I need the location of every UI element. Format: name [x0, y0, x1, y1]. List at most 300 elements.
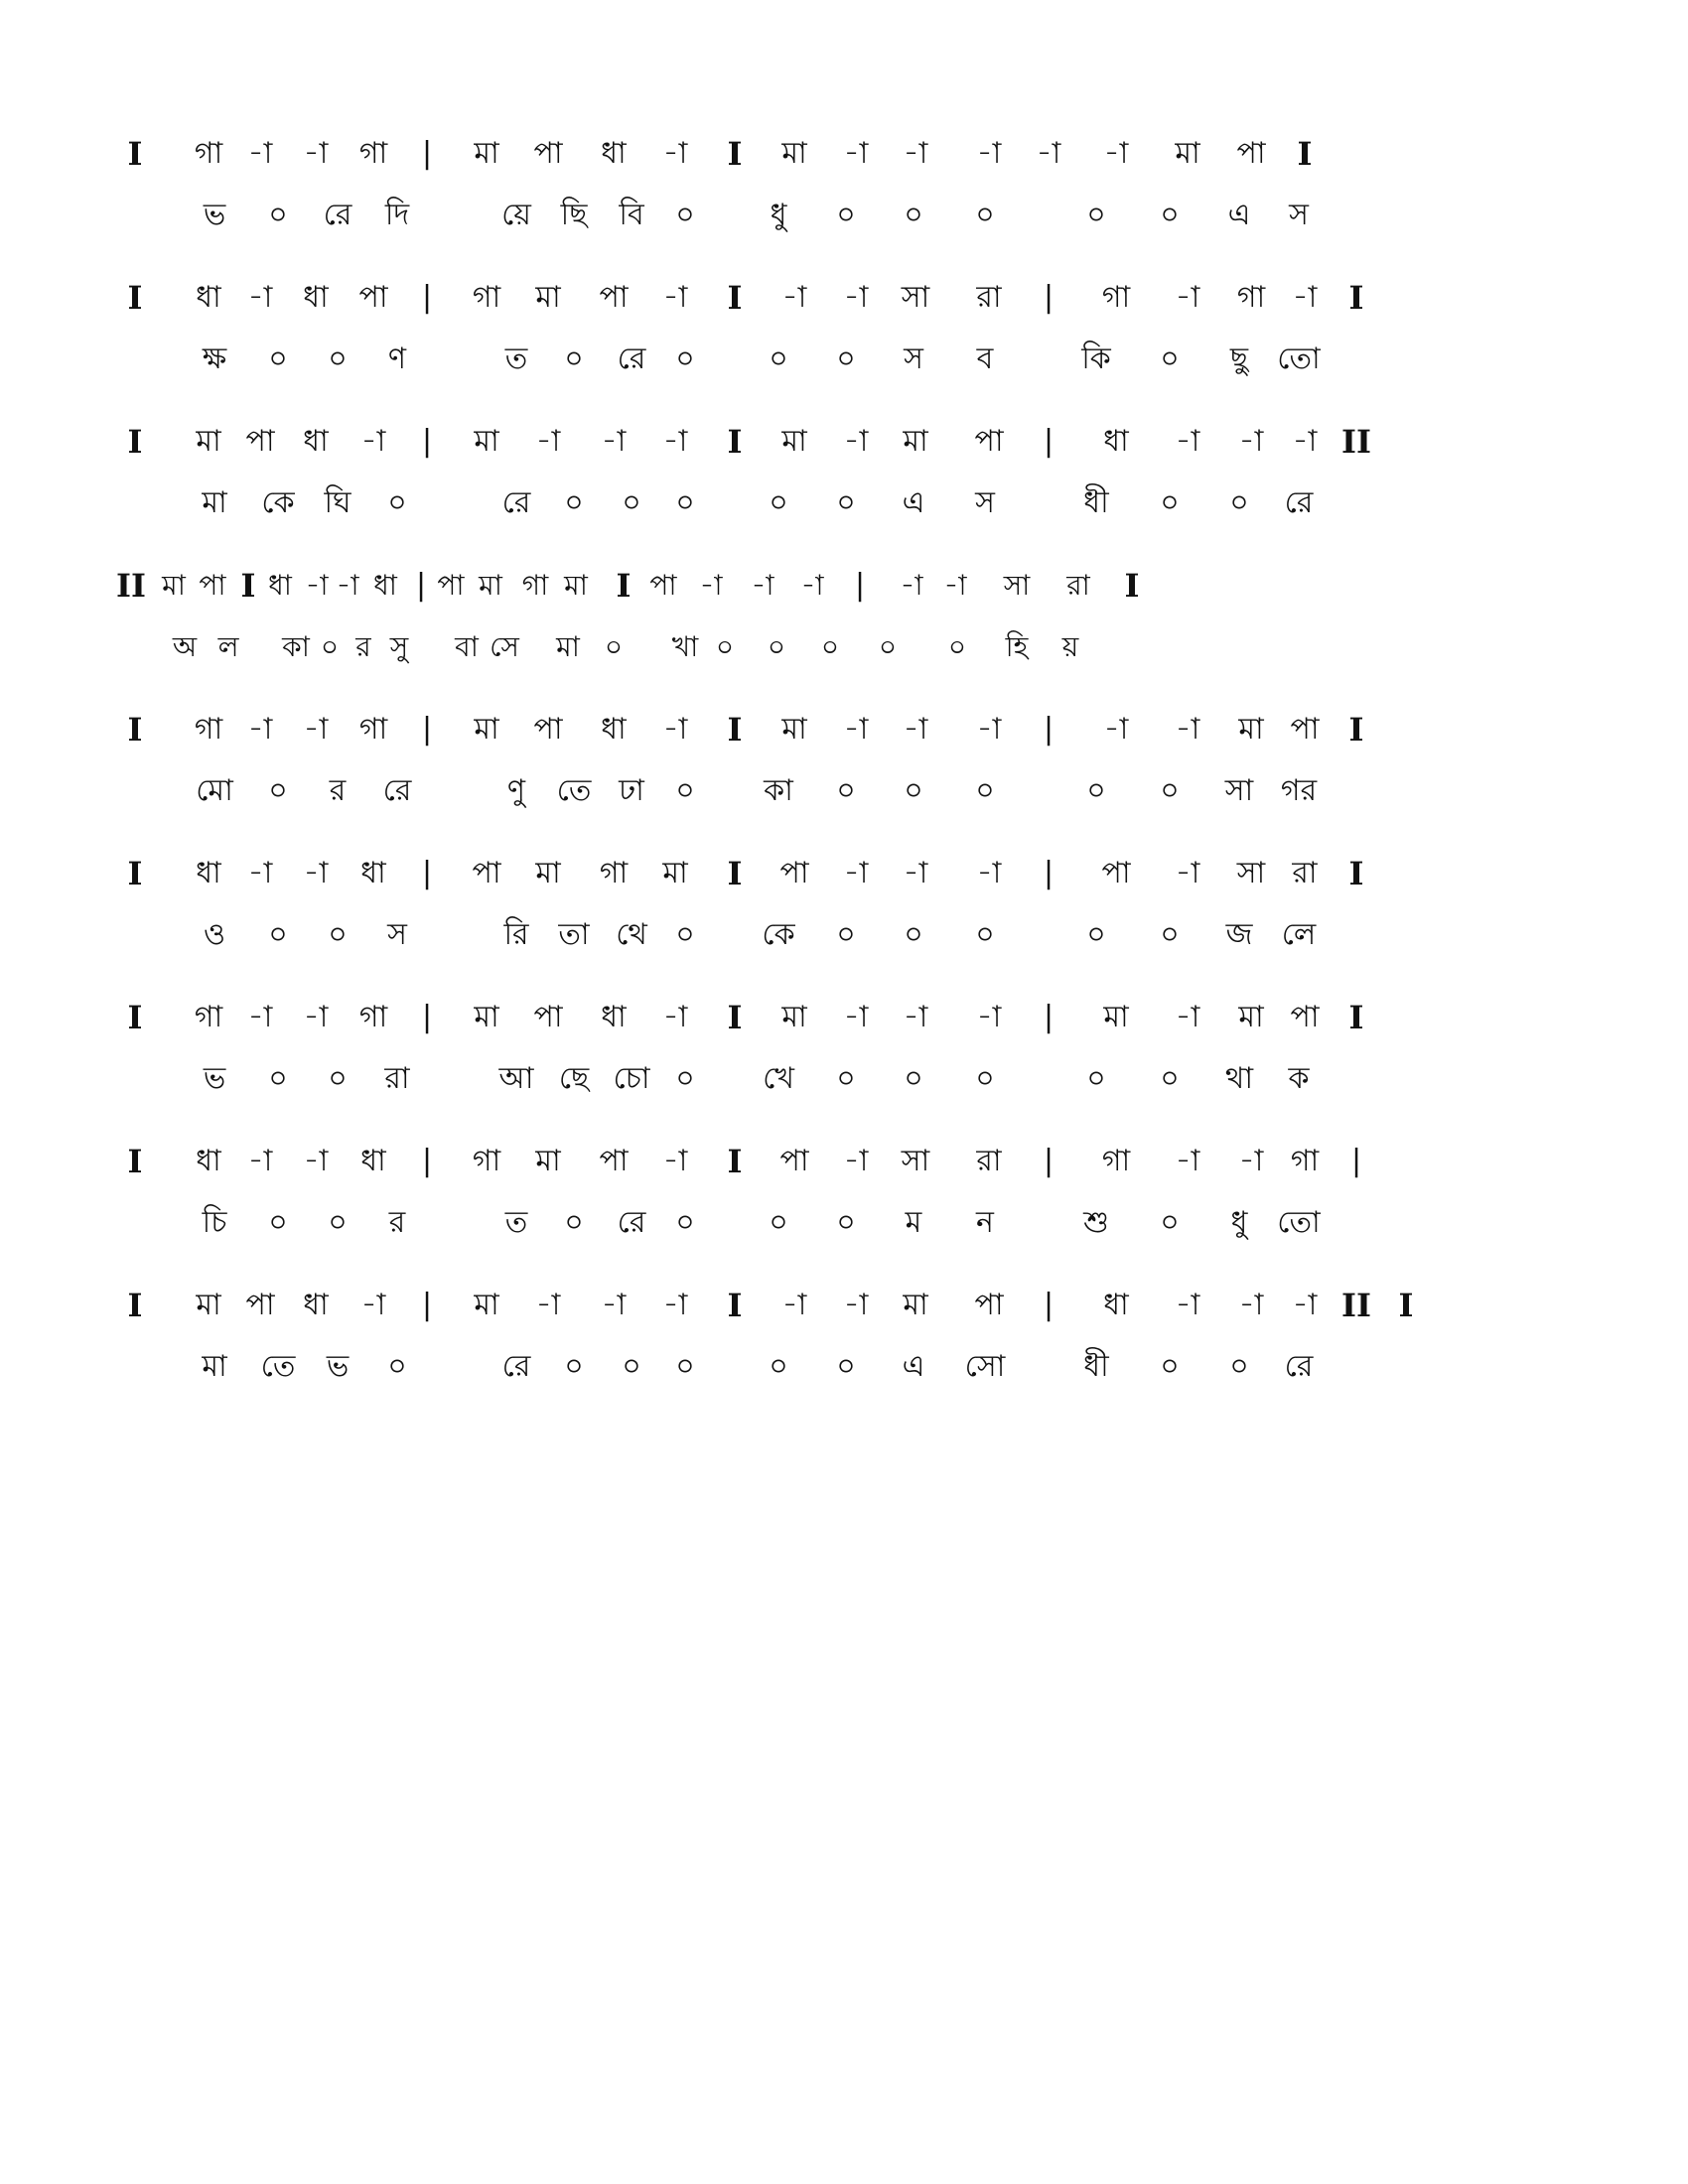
measure-bar: I: [240, 567, 256, 605]
measure-bar: I: [127, 711, 143, 749]
swara-note: -া: [903, 712, 928, 747]
swara-note: ধা: [303, 424, 329, 459]
swara-note: -া: [247, 136, 273, 171]
swara-note: ধা: [360, 1144, 386, 1178]
beat-bar: |: [1043, 856, 1055, 890]
swara-row: [0, 1281, 1688, 1330]
lyric-syllable: ০: [904, 198, 923, 232]
lyric-syllable: ছে: [558, 1061, 590, 1096]
swara-note: পা: [245, 1288, 275, 1322]
lyric-syllable: ০: [268, 341, 288, 376]
lyric-syllable: ০: [675, 1061, 695, 1096]
lyric-syllable: ০: [328, 1205, 348, 1240]
lyric-syllable: ০: [769, 485, 788, 520]
swara-note: ধা: [601, 712, 627, 747]
measure-bar: I: [127, 1143, 143, 1180]
swara-note: ধা: [1103, 1288, 1129, 1322]
lyric-syllable: ধী: [1083, 485, 1109, 520]
swara-note: -া: [976, 856, 1002, 890]
measure-bar: I: [727, 423, 743, 461]
swara-note: -া: [843, 856, 869, 890]
lyric-syllable: ভ: [203, 198, 226, 232]
swara-note: -া: [943, 569, 967, 602]
lyric-syllable: ণ: [387, 341, 407, 376]
lyric-syllable: ০: [1086, 1061, 1106, 1096]
swara-note: পা: [779, 1144, 809, 1178]
lyric-syllable: রে: [323, 198, 352, 232]
lyric-syllable: ০: [1160, 198, 1180, 232]
swara-note: -া: [247, 1144, 273, 1178]
lyrics-row: [0, 191, 1688, 240]
lyric-syllable: ০: [1160, 485, 1180, 520]
swara-note: -া: [903, 1000, 928, 1034]
measure-bar: I: [127, 1287, 143, 1324]
lyric-syllable: রে: [382, 773, 412, 808]
swara-note: ধা: [196, 1144, 221, 1178]
swara-note: পা: [1101, 856, 1131, 890]
swara-row: [0, 1137, 1688, 1186]
lyric-syllable: র: [388, 1205, 406, 1240]
swara-note: মা: [781, 136, 807, 171]
measure-bar: I: [727, 711, 743, 749]
swara-note: ধা: [268, 569, 292, 602]
swara-note: -া: [1175, 712, 1200, 747]
beat-bar: |: [421, 136, 433, 171]
swara-note: মা: [474, 712, 499, 747]
double-bar: II: [116, 567, 146, 605]
swara-note: -া: [843, 424, 869, 459]
measure-bar: I: [127, 855, 143, 892]
lyric-syllable: ধী: [1083, 1349, 1109, 1384]
swara-row: [0, 993, 1688, 1042]
swara-note: -া: [303, 712, 329, 747]
lyric-syllable: ০: [769, 1205, 788, 1240]
swara-note: -া: [601, 424, 627, 459]
notation-system: [0, 849, 1688, 978]
swara-note: মা: [1238, 1000, 1264, 1034]
swara-note: গা: [472, 280, 501, 315]
notation-system: [0, 417, 1688, 546]
lyric-syllable: লে: [1281, 917, 1317, 952]
lyric-syllable: ধু: [770, 198, 787, 232]
lyric-syllable: ০: [975, 198, 995, 232]
swara-note: -া: [903, 856, 928, 890]
swara-note: গা: [358, 712, 388, 747]
swara-note: গা: [194, 1000, 223, 1034]
lyric-syllable: ০: [1086, 773, 1106, 808]
swara-row: [0, 561, 1688, 611]
lyric-syllable: ০: [328, 917, 348, 952]
double-bar: II: [1341, 423, 1371, 461]
swara-note: -া: [1103, 136, 1129, 171]
lyric-syllable: ০: [1086, 917, 1106, 952]
beat-bar: |: [1043, 712, 1055, 747]
lyric-syllable: রে: [501, 485, 531, 520]
swara-note: মা: [781, 1000, 807, 1034]
swara-note: ধা: [373, 569, 397, 602]
lyric-syllable: ০: [328, 341, 348, 376]
lyric-syllable: ০: [268, 917, 288, 952]
swara-note: মা: [781, 424, 807, 459]
lyric-syllable: কা: [764, 773, 793, 808]
notation-system: [0, 993, 1688, 1122]
swara-note: গা: [599, 856, 629, 890]
swara-note: ধা: [601, 136, 627, 171]
swara-note: সা: [901, 1144, 930, 1178]
lyric-syllable: ভ: [326, 1349, 350, 1384]
lyric-syllable: ০: [675, 198, 695, 232]
swara-note: পা: [199, 569, 226, 602]
lyric-syllable: ০: [836, 198, 856, 232]
beat-bar: |: [1043, 280, 1055, 315]
swara-note: পা: [599, 280, 629, 315]
lyric-syllable: ক্ষ: [202, 341, 227, 376]
beat-bar: |: [421, 280, 433, 315]
swara-note: -া: [535, 1288, 561, 1322]
lyrics-row: [0, 1054, 1688, 1104]
swara-note: গা: [1290, 1144, 1320, 1178]
measure-bar: I: [1348, 279, 1364, 317]
beat-bar: |: [421, 712, 433, 747]
swara-note: ধা: [303, 1288, 329, 1322]
swara-note: -া: [305, 569, 329, 602]
swara-note: -া: [303, 136, 329, 171]
lyric-syllable: ০: [1160, 1205, 1180, 1240]
swara-note: মা: [196, 1288, 221, 1322]
swara-note: গা: [521, 569, 549, 602]
swara-note: রা: [1066, 569, 1090, 602]
lyric-syllable: ০: [328, 1061, 348, 1096]
swara-note: সা: [1003, 569, 1031, 602]
lyric-syllable: ০: [622, 485, 641, 520]
lyric-syllable: র: [329, 773, 347, 808]
lyric-syllable: হি: [1005, 630, 1029, 663]
swara-note: গা: [194, 136, 223, 171]
lyric-syllable: ০: [836, 485, 856, 520]
lyric-syllable: ০: [975, 773, 995, 808]
measure-bar: I: [727, 1143, 743, 1180]
swara-note: মা: [1103, 1000, 1129, 1034]
lyric-syllable: ০: [769, 341, 788, 376]
double-bar: II: [1341, 1287, 1371, 1324]
swara-note: পা: [533, 712, 563, 747]
swara-note: -া: [303, 1144, 329, 1178]
lyric-syllable: ০: [268, 198, 288, 232]
swara-note: -া: [1292, 1288, 1318, 1322]
lyric-syllable: তা: [558, 917, 590, 952]
swara-note: -া: [535, 424, 561, 459]
swara-note: -া: [1175, 280, 1200, 315]
lyric-syllable: তে: [260, 1349, 296, 1384]
lyric-syllable: ০: [1160, 773, 1180, 808]
swara-note: মা: [474, 1288, 499, 1322]
swara-note: -া: [662, 1000, 688, 1034]
swara-note: গা: [1101, 280, 1131, 315]
lyric-syllable: তো: [1277, 341, 1321, 376]
lyric-syllable: র: [355, 630, 371, 663]
beat-bar: |: [415, 568, 427, 603]
lyric-syllable: মো: [196, 773, 233, 808]
swara-note: মা: [564, 569, 588, 602]
lyric-syllable: শু: [1083, 1205, 1109, 1240]
lyric-syllable: য়ে: [501, 198, 531, 232]
lyric-syllable: স: [975, 485, 995, 520]
swara-note: রা: [976, 1144, 1002, 1178]
lyric-syllable: ঘি: [324, 485, 352, 520]
lyric-syllable: ০: [904, 1061, 923, 1096]
swara-note: -া: [247, 280, 273, 315]
notation-system: [0, 1137, 1688, 1266]
beat-bar: |: [1043, 1000, 1055, 1034]
swara-note: সা: [1236, 856, 1266, 890]
measure-bar: I: [616, 567, 632, 605]
measure-bar: I: [1348, 855, 1364, 892]
lyric-syllable: মা: [556, 630, 580, 663]
lyric-syllable: ছু: [1229, 341, 1249, 376]
lyric-syllable: ০: [947, 630, 967, 663]
lyric-syllable: ০: [1160, 341, 1180, 376]
swara-note: -া: [662, 712, 688, 747]
swara-note: -া: [247, 712, 273, 747]
swara-note: ধা: [303, 280, 329, 315]
lyric-syllable: কি: [1081, 341, 1111, 376]
swara-note: -া: [336, 569, 359, 602]
swara-note: -া: [843, 1144, 869, 1178]
lyrics-row: [0, 1198, 1688, 1248]
lyric-syllable: সু: [389, 630, 409, 663]
lyric-syllable: ০: [564, 485, 584, 520]
notation-system: [0, 129, 1688, 258]
beat-bar: |: [1043, 1144, 1055, 1178]
swara-note: -া: [1238, 424, 1264, 459]
swara-note: -া: [843, 1000, 869, 1034]
lyric-syllable: ০: [675, 1205, 695, 1240]
swara-note: -া: [1175, 1000, 1200, 1034]
lyric-syllable: ০: [564, 1205, 584, 1240]
lyric-syllable: ০: [715, 630, 735, 663]
measure-bar: I: [1297, 135, 1313, 173]
swara-note: পা: [649, 569, 677, 602]
swara-note: মা: [162, 569, 186, 602]
swara-note: -া: [781, 280, 807, 315]
swara-note: -া: [976, 712, 1002, 747]
swara-row: [0, 273, 1688, 323]
swara-note: -া: [1175, 1144, 1200, 1178]
lyric-syllable: এ: [902, 485, 925, 520]
lyric-syllable: ০: [975, 917, 995, 952]
lyric-syllable: তো: [1277, 1205, 1321, 1240]
lyric-syllable: রে: [617, 341, 646, 376]
lyric-syllable: রে: [1284, 1349, 1314, 1384]
swara-note: পা: [533, 1000, 563, 1034]
swara-note: ধা: [196, 856, 221, 890]
swara-note: -া: [662, 280, 688, 315]
lyric-syllable: খা: [671, 630, 699, 663]
swara-note: মা: [1175, 136, 1200, 171]
lyric-syllable: সা: [1224, 773, 1254, 808]
beat-bar: |: [421, 1000, 433, 1034]
swara-note: -া: [662, 1144, 688, 1178]
beat-bar: |: [1043, 1288, 1055, 1322]
swara-note: -া: [662, 424, 688, 459]
lyric-syllable: ০: [320, 630, 340, 663]
lyric-syllable: আ: [498, 1061, 534, 1096]
lyric-syllable: মা: [202, 485, 227, 520]
swara-note: -া: [247, 856, 273, 890]
lyric-syllable: ও: [203, 917, 226, 952]
swara-note: সা: [901, 280, 930, 315]
swara-note: -া: [1103, 712, 1129, 747]
lyric-syllable: ল: [217, 630, 239, 663]
swara-note: পা: [533, 136, 563, 171]
lyric-syllable: ০: [769, 1349, 788, 1384]
beat-bar: |: [1350, 1144, 1362, 1178]
lyric-syllable: কা: [282, 630, 310, 663]
lyric-syllable: ০: [836, 773, 856, 808]
notation-system: [0, 561, 1688, 690]
lyric-syllable: মা: [202, 1349, 227, 1384]
swara-note: -া: [699, 569, 723, 602]
swara-note: গা: [358, 136, 388, 171]
swara-note: গা: [1101, 1144, 1131, 1178]
lyric-syllable: ০: [836, 341, 856, 376]
swara-note: -া: [751, 569, 774, 602]
lyric-syllable: স: [1289, 198, 1309, 232]
lyric-syllable: অ: [172, 630, 198, 663]
swara-note: -া: [662, 136, 688, 171]
lyric-syllable: ণু: [506, 773, 526, 808]
swara-note: পা: [1290, 712, 1320, 747]
swara-note: মা: [1238, 712, 1264, 747]
beat-bar: |: [1043, 424, 1055, 459]
lyric-syllable: দি: [384, 198, 410, 232]
swara-note: পা: [779, 856, 809, 890]
swara-note: পা: [245, 424, 275, 459]
beat-bar: |: [421, 856, 433, 890]
lyric-syllable: রি: [503, 917, 529, 952]
swara-row: [0, 417, 1688, 467]
measure-bar: I: [727, 279, 743, 317]
swara-note: -া: [843, 280, 869, 315]
swara-note: -া: [1292, 280, 1318, 315]
swara-note: পা: [974, 424, 1004, 459]
measure-bar: I: [727, 999, 743, 1036]
lyric-syllable: ০: [836, 917, 856, 952]
swara-note: -া: [1036, 136, 1061, 171]
swara-row: [0, 849, 1688, 898]
swara-note: পা: [472, 856, 501, 890]
lyric-syllable: ত: [504, 1205, 528, 1240]
lyric-syllable: বা: [455, 630, 479, 663]
measure-bar: I: [127, 999, 143, 1036]
swara-note: ধা: [360, 856, 386, 890]
lyric-syllable: থে: [616, 917, 647, 952]
lyric-syllable: ০: [268, 773, 288, 808]
lyric-syllable: ম: [905, 1205, 922, 1240]
lyric-syllable: তে: [556, 773, 592, 808]
lyric-syllable: ০: [268, 1205, 288, 1240]
lyric-syllable: থা: [1224, 1061, 1254, 1096]
beat-bar: |: [421, 1288, 433, 1322]
lyric-syllable: ০: [387, 1349, 407, 1384]
lyric-syllable: ০: [564, 341, 584, 376]
swara-note: -া: [303, 856, 329, 890]
lyric-syllable: কে: [261, 485, 295, 520]
swara-note: -া: [1175, 1288, 1200, 1322]
swara-note: -া: [360, 424, 386, 459]
lyric-syllable: বি: [619, 198, 644, 232]
lyrics-row: [0, 478, 1688, 528]
measure-bar: I: [1124, 567, 1140, 605]
measure-bar: I: [727, 135, 743, 173]
lyric-syllable: ০: [1229, 485, 1249, 520]
lyric-syllable: ত: [504, 341, 528, 376]
swara-note: রা: [976, 280, 1002, 315]
measure-bar: I: [727, 855, 743, 892]
swara-note: -া: [843, 136, 869, 171]
swara-note: -া: [903, 136, 928, 171]
swara-note: পা: [358, 280, 388, 315]
lyric-syllable: ০: [268, 1061, 288, 1096]
swara-note: -া: [662, 1288, 688, 1322]
lyric-syllable: ঢা: [619, 773, 644, 808]
lyric-syllable: ০: [1160, 1061, 1180, 1096]
swara-note: -া: [303, 1000, 329, 1034]
swara-note: মা: [781, 712, 807, 747]
lyrics-row: [0, 766, 1688, 816]
lyric-syllable: ০: [975, 1061, 995, 1096]
lyrics-row: [0, 1342, 1688, 1392]
swara-row: [0, 705, 1688, 754]
lyric-syllable: রা: [384, 1061, 410, 1096]
swara-note: গা: [1236, 280, 1266, 315]
lyric-syllable: ০: [1160, 1349, 1180, 1384]
lyric-syllable: ০: [675, 341, 695, 376]
swara-note: পা: [1236, 136, 1266, 171]
swara-note: মা: [474, 424, 499, 459]
swara-note: ধা: [601, 1000, 627, 1034]
swara-note: ধা: [196, 280, 221, 315]
swara-note: -া: [1238, 1288, 1264, 1322]
lyric-syllable: স: [904, 341, 923, 376]
measure-bar: I: [727, 1287, 743, 1324]
measure-bar: I: [127, 279, 143, 317]
lyric-syllable: য়: [1061, 630, 1079, 663]
lyrics-row: [0, 910, 1688, 960]
swara-note: পা: [437, 569, 465, 602]
lyric-syllable: রে: [1284, 485, 1314, 520]
swara-note: -া: [976, 136, 1002, 171]
beat-bar: |: [421, 1144, 433, 1178]
swara-note: রা: [1292, 856, 1318, 890]
lyric-syllable: ০: [836, 1349, 856, 1384]
swara-note: -া: [976, 1000, 1002, 1034]
lyrics-row: [0, 622, 1688, 672]
swara-note: পা: [974, 1288, 1004, 1322]
notation-system: [0, 705, 1688, 834]
swara-note: মা: [474, 136, 499, 171]
swara-note: -া: [800, 569, 824, 602]
swara-note: গা: [194, 712, 223, 747]
swara-note: -া: [360, 1288, 386, 1322]
lyric-syllable: ধু: [1230, 1205, 1248, 1240]
lyric-syllable: ০: [878, 630, 898, 663]
swara-note: মা: [535, 856, 561, 890]
lyric-syllable: ০: [675, 917, 695, 952]
swara-note: মা: [196, 424, 221, 459]
lyric-syllable: রে: [617, 1205, 646, 1240]
lyric-syllable: ০: [904, 917, 923, 952]
